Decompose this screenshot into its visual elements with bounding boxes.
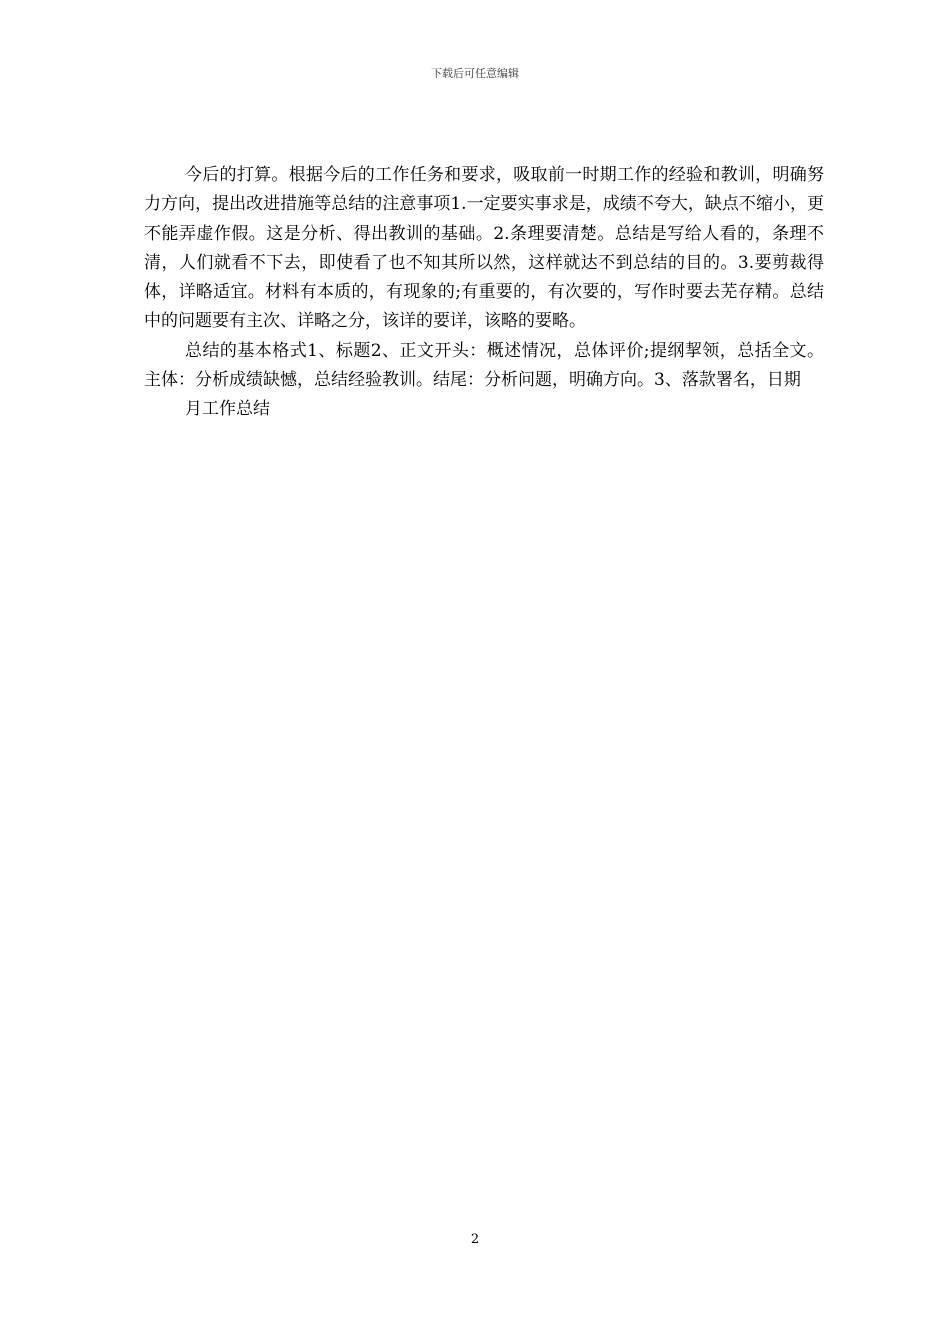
paragraph-monthly-summary-title: 月工作总结: [185, 399, 270, 420]
page-header: 下载后可任意编辑: [431, 67, 519, 80]
paragraph-plans-and-notes: 今后的打算。根据今后的工作任务和要求，吸取前一时期工作的经验和教训，明确努力方向，提出改进措施等总结的注意事项1.一定要实事求是，成绩不夸大，缺点不缩小，更不能弄虚作假。这是分析、得出教训的基础。2.条理要清楚。总结是写给人看的，条理不清，人们就看不下去，即使看了也不知其所以然，这样就达不到总结的目的。3.要剪裁得体，详略适宜。材料有本质的，有现象的;有重要的，有次要的，写作时要去芜存精。总结中的问题要有主次、详略之分，该详的要详，该略的要略。: [144, 165, 824, 332]
document-body: [144, 161, 824, 425]
paragraph-basic-format: 总结的基本格式1、标题2、正文开头：概述情况，总体评价;提纲挈领，总括全文。主体：分析成绩缺憾，总结经验教训。结尾：分析问题，明确方向。3、落款署名，日期: [144, 340, 824, 391]
page-number: 2: [470, 1232, 480, 1247]
